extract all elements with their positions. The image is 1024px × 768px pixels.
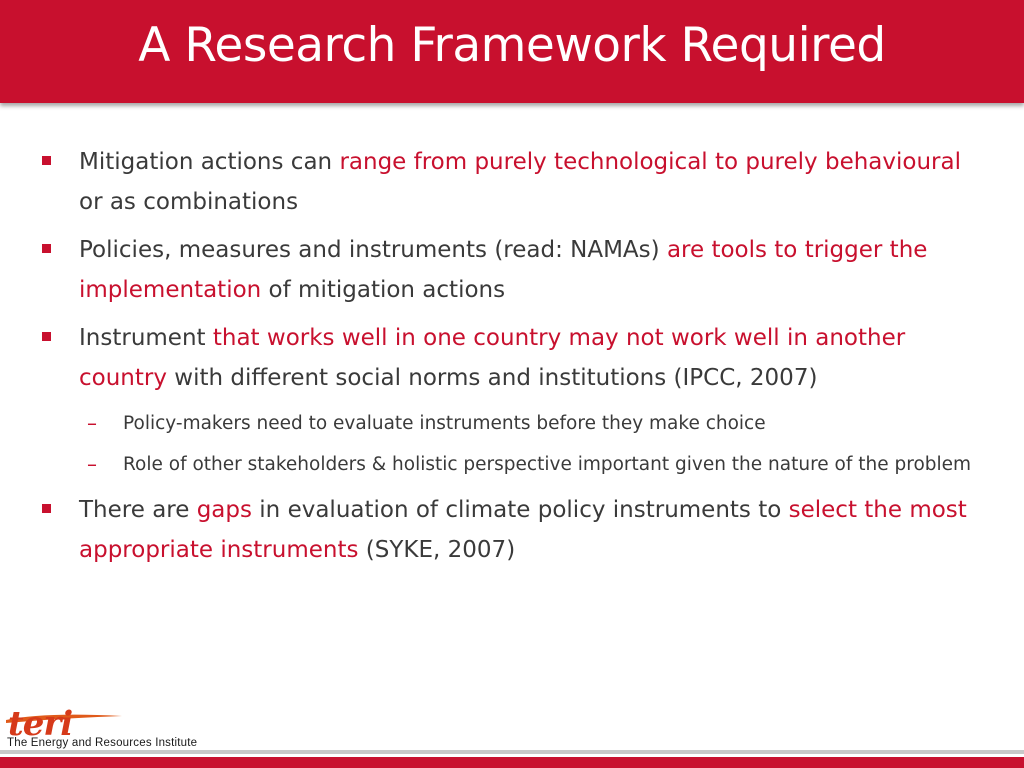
- bullet-text-part: with different social norms and institutions (IPCC, 2007): [166, 365, 818, 391]
- logo-tagline: The Energy and Resources Institute: [7, 737, 198, 749]
- dash-bullet-icon: –: [87, 452, 97, 476]
- bullet-item: [42, 318, 982, 398]
- bullet-text: [79, 237, 927, 303]
- sub-bullet-text: Policy-makers need to evaluate instruments before they make choice: [123, 413, 766, 434]
- bullet-text-part: (SYKE, 2007): [358, 537, 516, 563]
- bullet-highlight: that works well in one country may not work well in another country: [79, 325, 906, 391]
- bullet-text-part: or as combinations: [79, 189, 299, 215]
- footer-bar: [0, 757, 1024, 768]
- bullet-text-part: Mitigation actions can: [79, 149, 340, 175]
- sub-bullet-item: [42, 406, 982, 441]
- square-bullet-icon: [42, 332, 51, 341]
- bullet-text-part: There are: [79, 497, 197, 523]
- sub-bullet-item: [42, 447, 982, 482]
- bullet-highlight: gaps: [196, 497, 252, 523]
- bullet-text-part: in evaluation of climate policy instruments to: [251, 497, 789, 523]
- bullet-highlight: range from purely technological to purely behavioural: [339, 149, 961, 175]
- logo-wordmark: teri: [8, 704, 73, 744]
- square-bullet-icon: [42, 244, 51, 253]
- bullet-text-part: Policies, measures and instruments (read: NAMAs): [79, 237, 667, 263]
- bullet-text: [79, 149, 961, 215]
- bullet-text: [79, 325, 905, 391]
- title-bar: [0, 0, 1024, 103]
- bullet-highlight: are tools to trigger the implementation: [79, 237, 928, 303]
- sub-bullet-text: Role of other stakeholders & holistic perspective important given the nature of the problem: [123, 454, 972, 475]
- bullet-item: [42, 230, 982, 310]
- bullet-text-part: Instrument: [79, 325, 213, 351]
- bullet-text-part: of mitigation actions: [261, 277, 506, 303]
- slide-title: A Research Framework Required: [138, 18, 886, 73]
- dash-bullet-icon: –: [87, 411, 97, 435]
- bullet-text: [79, 497, 967, 563]
- teri-logo: [4, 706, 280, 752]
- square-bullet-icon: [42, 504, 51, 513]
- bullet-item: [42, 142, 982, 222]
- footer-divider: [0, 750, 1024, 754]
- square-bullet-icon: [42, 156, 51, 165]
- bullet-item: [42, 490, 982, 570]
- slide-content: [42, 142, 982, 578]
- bullet-highlight: select the most appropriate instruments: [79, 497, 967, 563]
